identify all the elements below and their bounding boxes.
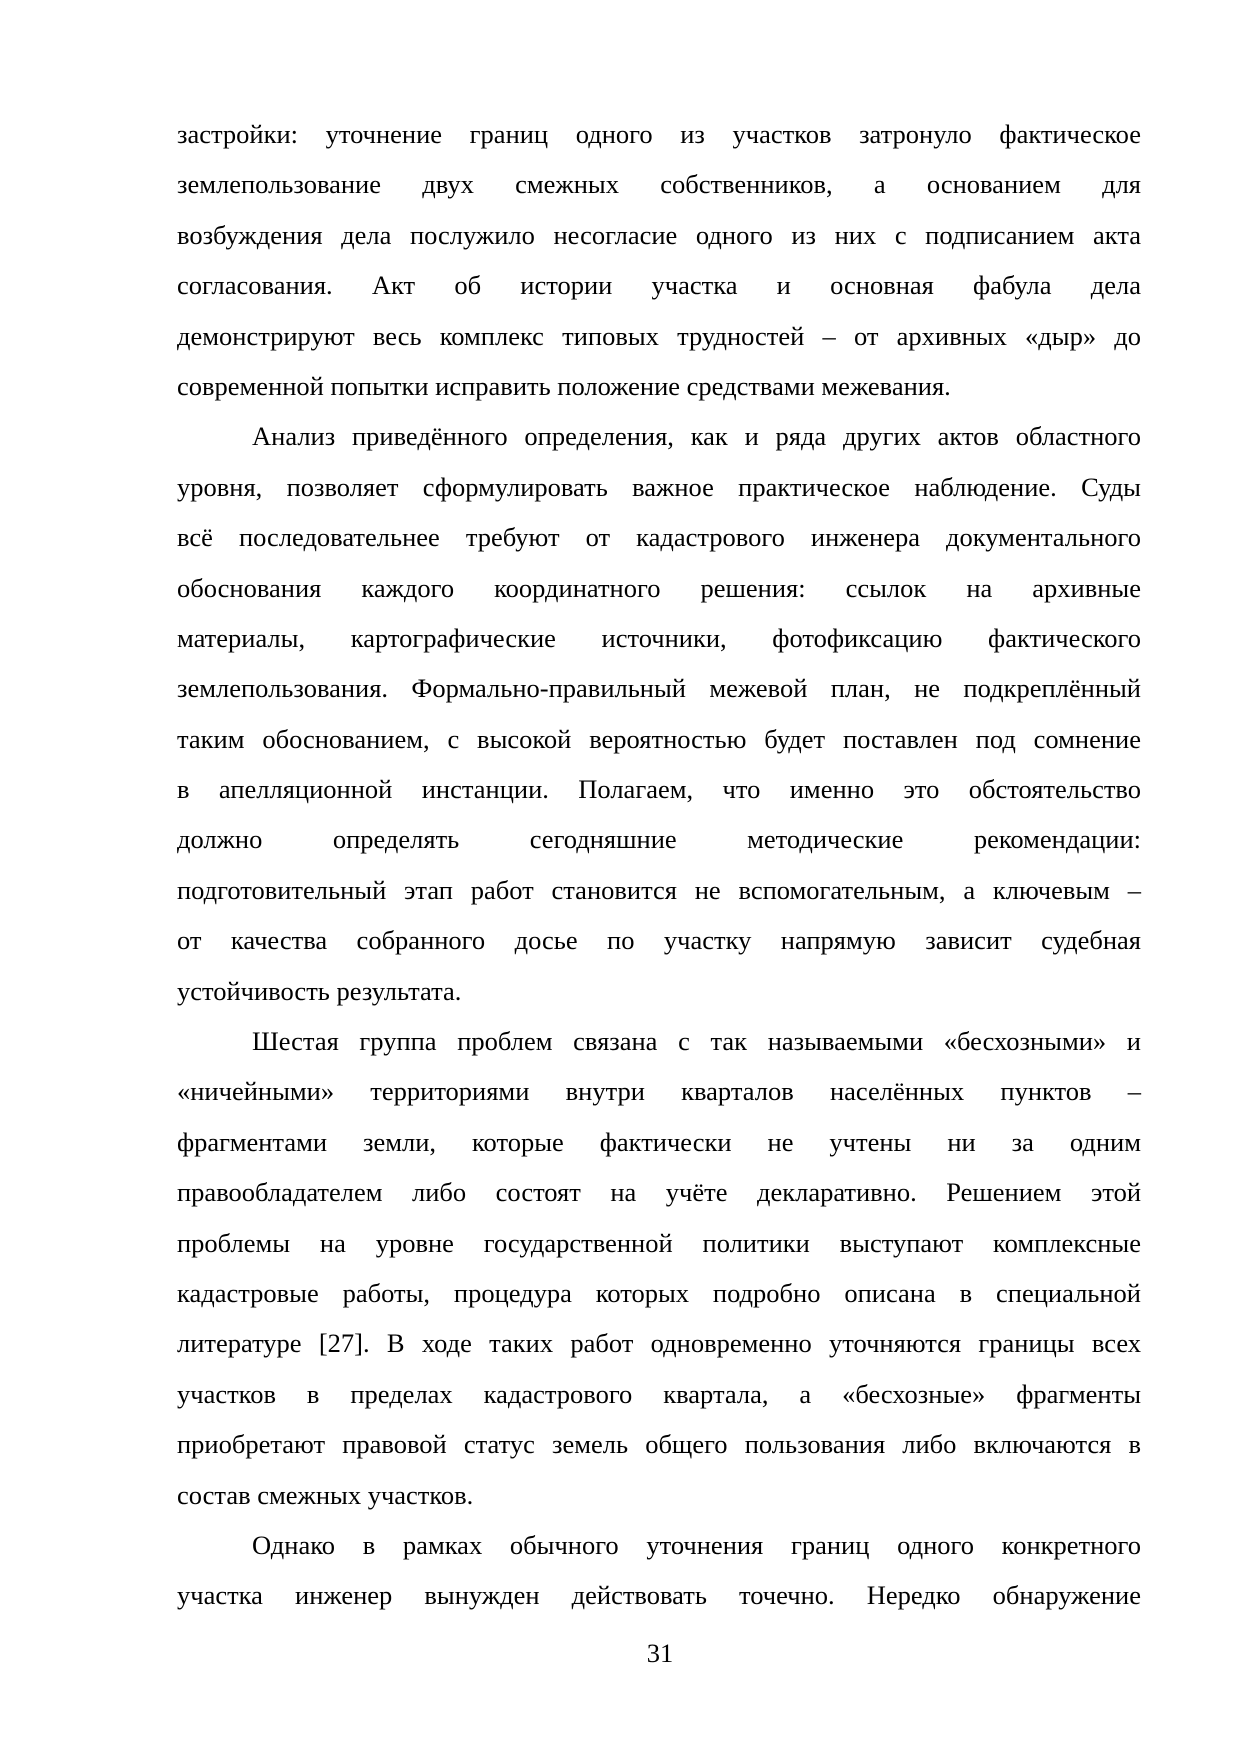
text-line: подготовительный этап работ становится не вспомогательным, а ключевым – bbox=[177, 874, 1141, 905]
text-line: должно определять сегодняшние методические рекомендации: bbox=[177, 824, 1141, 855]
text-line: согласования. Акт об истории участка и основная фабула дела bbox=[177, 270, 1141, 301]
text-line: состав смежных участков. bbox=[177, 1479, 474, 1510]
text-line: возбуждения дела послужило несогласие одного из них с подписанием акта bbox=[177, 219, 1141, 250]
text-line: землепользование двух смежных собственников, а основанием для bbox=[177, 169, 1141, 200]
text-line: материалы, картографические источники, фотофиксацию фактического bbox=[177, 622, 1141, 653]
text-line: от качества собранного досье по участку напрямую зависит судебная bbox=[177, 925, 1141, 956]
text-line: уровня, позволяет сформулировать важное практическое наблюдение. Суды bbox=[177, 471, 1141, 502]
paragraph bbox=[177, 1016, 1141, 1520]
text-line: застройки: уточнение границ одного из участков затронуло фактическое bbox=[177, 119, 1141, 149]
text-line: таким обоснованием, с высокой вероятностью будет поставлен под сомнение bbox=[177, 723, 1141, 754]
text-line: землепользования. Формально-правильный межевой план, не подкреплённый bbox=[177, 673, 1141, 704]
text-line: в апелляционной инстанции. Полагаем, что именно это обстоятельство bbox=[177, 774, 1141, 805]
text-line: кадастровые работы, процедура которых подробно описана в специальной bbox=[177, 1277, 1141, 1308]
paragraph bbox=[177, 1520, 1141, 1621]
page-body bbox=[177, 109, 1141, 1621]
text-line: приобретают правовой статус земель общего пользования либо включаются в bbox=[177, 1429, 1141, 1460]
text-line: фрагментами земли, которые фактически не учтены ни за одним bbox=[177, 1126, 1141, 1157]
page-number: 31 bbox=[646, 1638, 674, 1668]
text-line: Шестая группа проблем связана с так называемыми «бесхозными» и bbox=[252, 1026, 1141, 1057]
paragraph bbox=[177, 411, 1141, 1016]
text-line: проблемы на уровне государственной политики выступают комплексные bbox=[177, 1227, 1141, 1258]
text-line: обоснования каждого координатного решения: ссылок на архивные bbox=[177, 572, 1141, 603]
text-line: Однако в рамках обычного уточнения границ одного конкретного bbox=[252, 1529, 1141, 1560]
text-line: правообладателем либо состоят на учёте декларативно. Решением этой bbox=[177, 1177, 1141, 1208]
text-line: «ничейными» территориями внутри кварталов населённых пунктов – bbox=[177, 1076, 1141, 1107]
text-line: литературе [27]. В ходе таких работ одновременно уточняются границы всех bbox=[177, 1328, 1141, 1359]
text-line: участка инженер вынужден действовать точечно. Нередко обнаружение bbox=[177, 1580, 1141, 1611]
text-line: демонстрируют весь комплекс типовых трудностей – от архивных «дыр» до bbox=[177, 320, 1141, 351]
text-line: устойчивость результата. bbox=[177, 975, 462, 1006]
text-line: Анализ приведённого определения, как и ряда других актов областного bbox=[252, 421, 1141, 452]
text-line: участков в пределах кадастрового квартала, а «бесхозные» фрагменты bbox=[177, 1378, 1141, 1409]
text-line: всё последовательнее требуют от кадастрового инженера документального bbox=[177, 522, 1141, 553]
text-line: современной попытки исправить положение средствами межевания. bbox=[177, 370, 951, 401]
paragraph bbox=[177, 109, 1141, 411]
